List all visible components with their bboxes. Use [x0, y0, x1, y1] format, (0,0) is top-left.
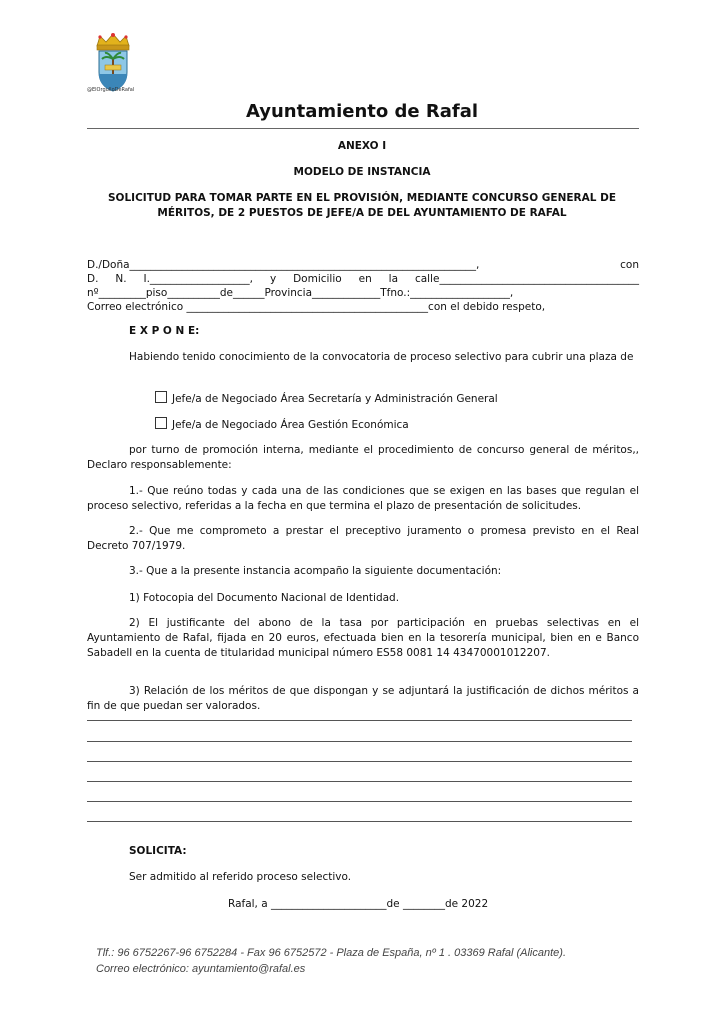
solicita-text: Ser admitido al referido proceso selectivo.: [129, 871, 352, 883]
document-item-1: 1) Fotocopia del Documento Nacional de Identidad.: [129, 592, 400, 604]
title-divider: [87, 128, 639, 129]
expone-label: E X P O N E:: [129, 325, 200, 337]
turno-paragraph: por turno de promoción interna, mediante el procedimiento de concurso general de méritos,, Declaro responsablemente:: [87, 444, 639, 471]
request-title-line-1: SOLICITUD PARA TOMAR PARTE EN EL PROVISIÓN, MEDIANTE CONCURSO GENERAL DE: [108, 192, 616, 204]
merits-blank-line[interactable]: [87, 720, 632, 721]
intro-paragraph: Habiendo tenido conocimiento de la convocatoria de proceso selectivo para cubrir una plaza de: [129, 351, 634, 363]
social-handle-caption: @ElOrgulloDeRafal: [87, 87, 135, 93]
page-title: Ayuntamiento de Rafal: [245, 101, 479, 122]
option-gestion-economica[interactable]: [155, 417, 409, 433]
document-item-3: 3) Relación de los méritos de que dispongan y se adjuntará la justificación de dichos méritos a fin de que puedan ser valorados.: [87, 685, 639, 712]
declaration-1: 1.- Que reúno todas y cada una de las condiciones que se exigen en las bases que regulan el proceso selectivo, referidas a la fecha en que termina el plazo de presentación de solicitudes.: [87, 485, 639, 512]
address-detail-field-line[interactable]: nº_________piso__________de______Provincia_____________Tfno.:___________________,: [87, 287, 514, 299]
option-gestion-economica-label: Jefe/a de Negociado Área Gestión Económica: [172, 419, 409, 431]
dni-address-field-line[interactable]: D. N. I.___________________, y Domicilio en la calle______________________________________: [87, 273, 639, 285]
merits-blank-line[interactable]: [87, 761, 632, 762]
annex-heading: ANEXO I: [337, 140, 387, 152]
merits-blank-line[interactable]: [87, 821, 632, 822]
email-field-line[interactable]: Correo electrónico ______________________________________________con el debido respeto,: [87, 301, 546, 313]
signature-date-line[interactable]: Rafal, a ______________________de ________de 2022: [228, 898, 489, 910]
footer-email-line: Correo electrónico: ayuntamiento@rafal.es: [96, 963, 306, 975]
option-secretaria-label: Jefe/a de Negociado Área Secretaría y Administración General: [172, 393, 498, 405]
request-title-line-2: MÉRITOS, DE 2 PUESTOS DE JEFE/A DE DEL AYUNTAMIENTO DE RAFAL: [157, 207, 567, 219]
solicita-label: SOLICITA:: [129, 845, 187, 857]
model-heading: MODELO DE INSTANCIA: [293, 166, 431, 178]
name-field-line[interactable]: D./Doña__________________________________________________________________, con: [87, 259, 639, 271]
footer-contact-line: Tlf.: 96 6752267-96 6752284 - Fax 96 6752572 - Plaza de España, nº 1 . 03369 Rafal (Alicante).: [96, 947, 566, 959]
checkbox-gestion-economica[interactable]: [155, 417, 167, 429]
merits-blank-line[interactable]: [87, 741, 632, 742]
option-secretaria[interactable]: [155, 391, 498, 407]
checkbox-secretaria[interactable]: [155, 391, 167, 403]
declaration-3: 3.- Que a la presente instancia acompaño la siguiente documentación:: [129, 565, 502, 577]
merits-blank-line[interactable]: [87, 801, 632, 802]
declaration-2: 2.- Que me comprometo a prestar el preceptivo juramento o promesa previsto en el Real Decreto 707/1979.: [87, 525, 639, 552]
document-item-2: 2) El justificante del abono de la tasa por participación en pruebas selectivas en el Ayuntamiento de Rafal, fijada en 20 euros, efectuada bien en la tesorería municipal, bien en e Banco Sabadell en la cuenta de titularidad municipal número ES58 0081 14 43470001012207.: [87, 617, 639, 659]
merits-blank-line[interactable]: [87, 781, 632, 782]
